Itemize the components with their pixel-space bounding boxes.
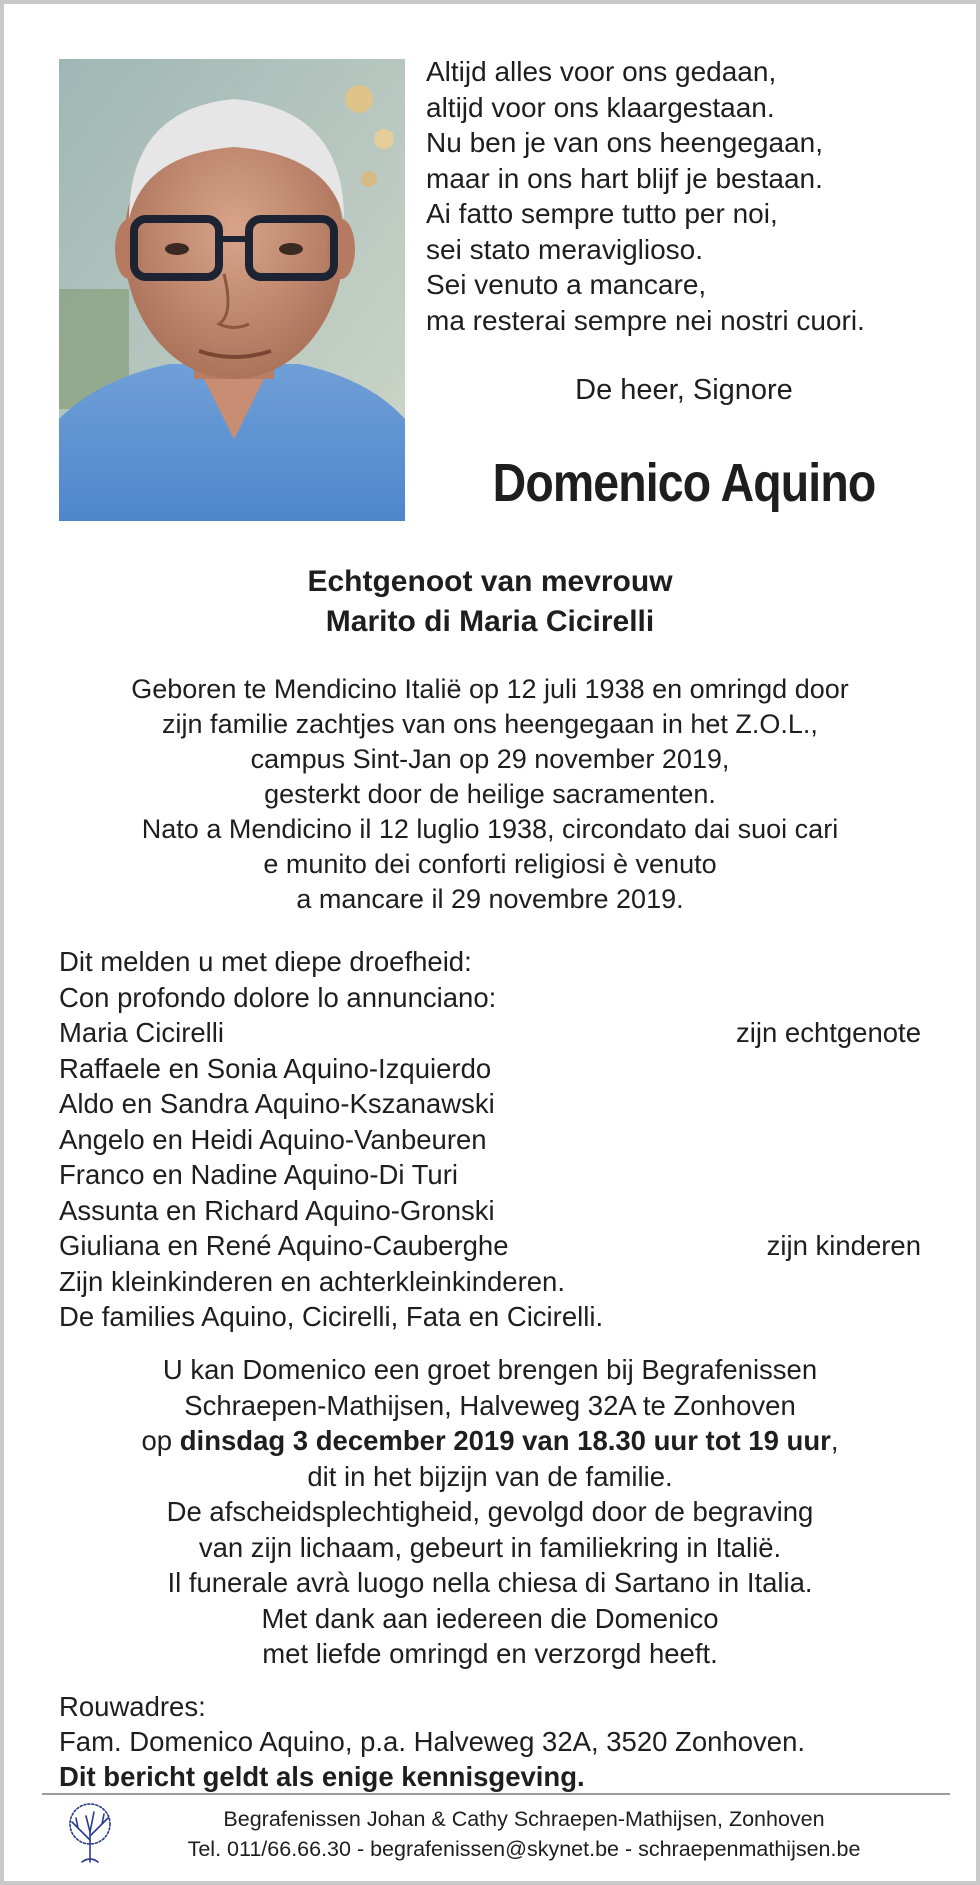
- notice-text: Dit bericht geldt als enige kennisgeving.: [59, 1761, 585, 1792]
- funeral-home-footer: [124, 1804, 924, 1864]
- poem-line: ma resterai sempre nei nostri cuori.: [426, 304, 865, 336]
- footer-line: Begrafenissen Johan & Cathy Schraepen-Mathijsen, Zonhoven: [223, 1807, 825, 1831]
- family-member: Giuliana en René Aquino-Cauberghe: [59, 1230, 509, 1261]
- text-line: dit in het bijzijn van de familie.: [307, 1460, 673, 1492]
- text-line: De afscheidsplechtigheid, gevolgd door de begraving: [166, 1496, 814, 1527]
- family-row: [59, 1015, 921, 1051]
- spouse-info: [4, 562, 976, 642]
- footer-contact: Tel. 011/66.66.30 - begrafenissen@skynet.be - schraepenmathijsen.be: [187, 1837, 861, 1861]
- family-member: Aldo en Sandra Aquino-Kszanawski: [59, 1088, 495, 1119]
- family-row: [59, 1122, 921, 1158]
- poem-line: Sei venuto a mancare,: [426, 269, 707, 300]
- spouse-line: Marito di Maria Cicirelli: [325, 605, 655, 638]
- family-member: Angelo en Heidi Aquino-Vanbeuren: [59, 1123, 487, 1155]
- family-member: Franco en Nadine Aquino-Di Turi: [59, 1159, 458, 1190]
- family-intro: Con profondo dolore lo annunciano:: [59, 981, 497, 1013]
- footer-divider: [42, 1793, 950, 1795]
- text-line: Il funerale avrà luogo nella chiesa di Sartano in Italia.: [167, 1567, 813, 1598]
- family-intro: Dit melden u met diepe droefheid:: [59, 946, 472, 977]
- family-relation: zijn echtgenote: [736, 1017, 921, 1048]
- text-line: gesterkt door de heilige sacramenten.: [264, 779, 716, 809]
- text-line: campus Sint-Jan op 29 november 2019,: [250, 744, 730, 774]
- text-line: Schraepen-Mathijsen, Halveweg 32A te Zonhoven: [184, 1389, 796, 1421]
- text-fragment: ,: [830, 1425, 839, 1456]
- family-member: Maria Cicirelli: [59, 1017, 225, 1048]
- visitation-date: dinsdag 3 december 2019 van 18.30 uur tot 19 uur: [179, 1425, 831, 1456]
- poem-line: sei stato meraviglioso.: [426, 233, 704, 265]
- family-row: [59, 1264, 921, 1300]
- family-member: Raffaele en Sonia Aquino-Izquierdo: [59, 1052, 492, 1084]
- address-label: Rouwadres:: [59, 1691, 206, 1722]
- text-fragment: op: [141, 1425, 180, 1456]
- spouse-line: Echtgenoot van mevrouw: [307, 565, 673, 598]
- tree-icon: [64, 1802, 116, 1864]
- text-line: Met dank aan iedereen die Domenico: [261, 1602, 719, 1634]
- text-line: Nato a Mendicino il 12 luglio 1938, circondato dai suoi cari: [141, 814, 839, 844]
- honorific: De heer, Signore: [575, 374, 793, 406]
- family-relation: zijn kinderen: [766, 1230, 921, 1261]
- visitation-info: [4, 1352, 976, 1672]
- mourning-address: [59, 1689, 939, 1794]
- family-row: [59, 1157, 921, 1193]
- poem-line: altijd voor ons klaargestaan.: [426, 91, 775, 123]
- portrait-photo: [59, 59, 405, 521]
- poem-line: Altijd alles voor ons gedaan,: [426, 56, 777, 87]
- family-member: De families Aquino, Cicirelli, Fata en Cicirelli.: [59, 1301, 604, 1332]
- poem-line: Ai fatto sempre tutto per noi,: [426, 198, 778, 229]
- family-row: [59, 1228, 921, 1264]
- poem-line: maar in ons hart blijf je bestaan.: [426, 162, 823, 194]
- family-row: [59, 1086, 921, 1122]
- text-line: van zijn lichaam, gebeurt in familiekring in Italië.: [198, 1531, 782, 1563]
- poem: [426, 54, 946, 338]
- address-line: Fam. Domenico Aquino, p.a. Halveweg 32A, 3520 Zonhoven.: [59, 1726, 806, 1757]
- text-line: Geboren te Mendicino Italië op 12 juli 1938 en omringd door: [131, 674, 849, 704]
- poem-line: Nu ben je van ons heengegaan,: [426, 127, 823, 158]
- text-line: U kan Domenico een groet brengen bij Begrafenissen: [162, 1354, 818, 1385]
- family-member: Assunta en Richard Aquino-Gronski: [59, 1194, 495, 1226]
- family-row: [59, 1051, 921, 1087]
- birth-death-text: [4, 672, 976, 917]
- family-row: [59, 1299, 921, 1335]
- text-line: e munito dei conforti religiosi è venuto: [263, 849, 717, 879]
- text-line: met liefde omringd en verzorgd heeft.: [262, 1638, 718, 1669]
- text-line: a mancare il 29 novembre 2019.: [296, 884, 684, 914]
- family-member: Zijn kleinkinderen en achterkleinkinderen.: [59, 1265, 565, 1297]
- family-list: [59, 944, 921, 1335]
- visitation-date-line: [4, 1423, 976, 1459]
- deceased-name: Domenico Aquino: [492, 453, 876, 513]
- text-line: zijn familie zachtjes van ons heengegaan in het Z.O.L.,: [162, 709, 818, 739]
- family-row: [59, 1193, 921, 1229]
